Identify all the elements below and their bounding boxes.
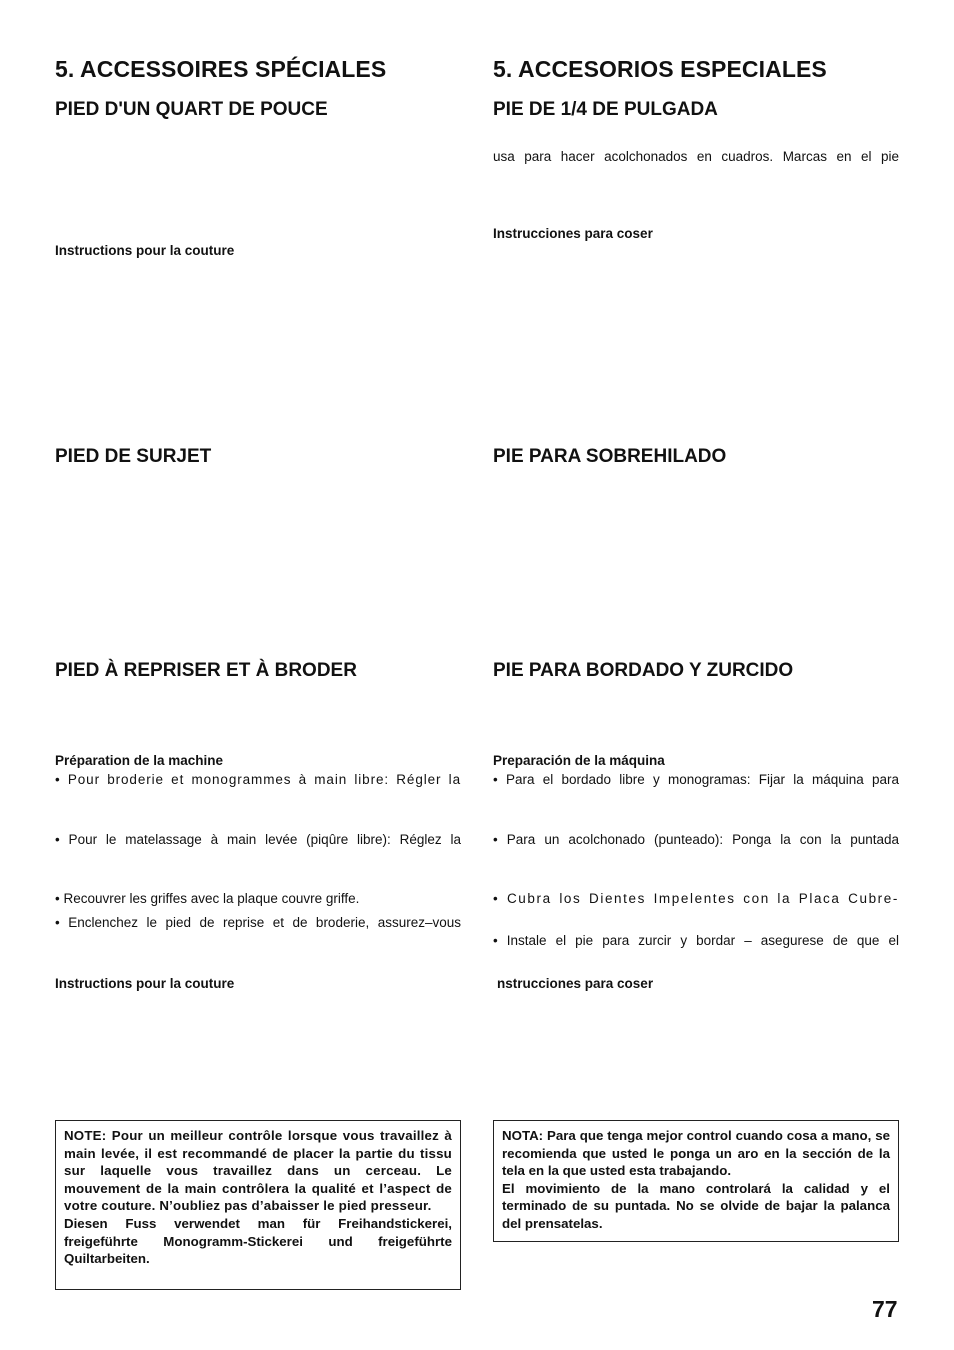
body-text-line: usa para hacer acolchonados en cuadros. Marcas en el pie (493, 149, 899, 164)
section-title-spanish: 5. ACCESORIOS ESPECIALES (493, 56, 827, 82)
bullet-item: • Para el bordado libre y monogramas: Fijar la máquina para (493, 772, 899, 787)
subheading-sewing-instructions-spanish: nstrucciones para coser (497, 976, 654, 991)
subheading-sewing-instructions-spanish: Instrucciones para coser (493, 226, 653, 241)
note-text-spanish: NOTA: Para que tenga mejor control cuando cosa a mano, se recomienda que usted le ponga un aro en la sección de la tela en la que usted esta trabajando. (502, 1128, 890, 1179)
bullet-item: • Para un acolchonado (punteado): Ponga la con la puntada (493, 832, 899, 847)
section-title-french: 5. ACCESSOIRES SPÉCIALES (55, 56, 387, 82)
note-text-french: NOTE: Pour un meilleur contrôle lorsque vous travaillez à main levée, il est recommandé de placer la partie du tissu sur laquelle vous travaillez dans un cerceau. Le mouvement de la main contrôlera la qualité et l’aspect de votre couture. N’oubliez pas d’abaisser le pied presseur. (64, 1128, 452, 1214)
bullet-item: • Cubra los Dientes Impelentes con la Placa Cubre- (493, 891, 899, 906)
bullet-item: • Recouvrer les griffes avec la plaque couvre griffe. (55, 891, 360, 906)
bullet-item: • Enclenchez le pied de reprise et de broderie, assurez–vous (55, 915, 461, 930)
note-box-spanish (493, 1120, 899, 1242)
heading-overcasting-foot-spanish: PIE PARA SOBREHILADO (493, 446, 727, 467)
note-text-german: Diesen Fuss verwendet man für Freihandstickerei, freigeführte Monogramm-Stickerei und freigeführte Quiltarbeiten. (64, 1215, 452, 1267)
note-box-french (55, 1120, 461, 1290)
heading-darning-foot-spanish: PIE PARA BORDADO Y ZURCIDO (493, 660, 794, 681)
subheading-sewing-instructions-french: Instructions pour la couture (55, 976, 235, 991)
subheading-sewing-instructions-french: Instructions pour la couture (55, 243, 235, 258)
heading-darning-foot-french: PIED À REPRISER ET À BRODER (55, 660, 357, 681)
subheading-machine-preparation-spanish: Preparación de la máquina (493, 753, 665, 768)
heading-overcasting-foot-french: PIED DE SURJET (55, 446, 212, 467)
heading-quarter-inch-foot-french: PIED D'UN QUART DE POUCE (55, 99, 328, 120)
bullet-item: • Pour le matelassage à main levée (piqûre libre): Réglez la (55, 832, 461, 847)
note-text-spanish-continued: El movimiento de la mano controlará la calidad y el terminado de su puntada. No se olvide de bajar la palanca del prensatelas. (502, 1180, 890, 1231)
page-number: 77 (872, 1296, 898, 1322)
heading-quarter-inch-foot-spanish: PIE DE 1/4 DE PULGADA (493, 99, 718, 120)
bullet-item: • Instale el pie para zurcir y bordar – asegurese de que el (493, 933, 899, 948)
bullet-item: • Pour broderie et monogrammes à main libre: Régler la (55, 772, 461, 787)
subheading-machine-preparation-french: Préparation de la machine (55, 753, 224, 768)
